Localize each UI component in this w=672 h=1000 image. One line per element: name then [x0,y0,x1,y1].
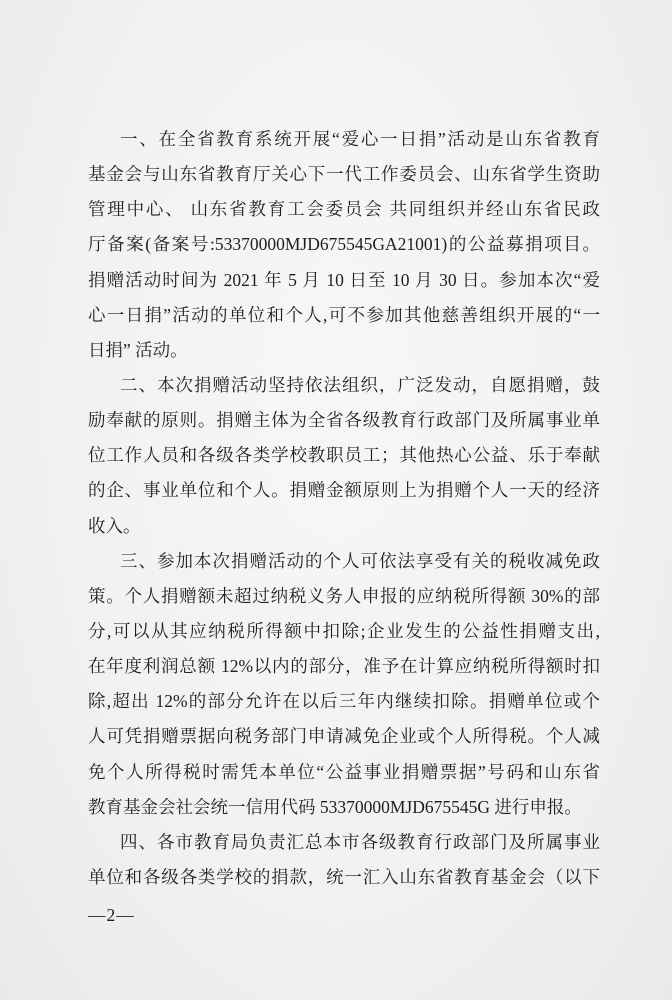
text-line: 三、参加本次捐赠活动的个人可依法享受有关的税收减免政 [120,550,600,571]
text-line: 厅备案(备案号:53370000MJD675545GA21001)的公益募捐项目。 [88,234,600,255]
text-line: 管理中心、 山东省教育工会委员会 共同组织并经山东省民政 [88,199,600,220]
paragraph-4 [88,825,600,895]
paragraph-1 [88,122,600,368]
text-line: 教育基金会社会统一信用代码 53370000MJD675545G 进行申报。 [88,796,582,817]
text-line: 捐赠活动时间为 2021 年 5 月 10 日至 10 月 30 日。参加本次“爱 [88,269,600,290]
text-line: 在年度利润总额 12%以内的部分，准予在计算应纳税所得额时扣 [88,656,600,677]
text-line: 一、在全省教育系统开展“爱心一日捐”活动是山东省教育 [120,129,600,149]
text-line: 策。个人捐赠额未超过纳税义务人申报的应纳税所得额 30%的部 [88,585,600,606]
text-line: 日捐” 活动。 [88,339,188,360]
paragraph-2 [88,368,600,544]
paragraph-3 [88,544,600,825]
text-line: 励奉献的原则。捐赠主体为全省各级教育行政部门及所属事业单 [88,410,600,431]
text-line: 二、本次捐赠活动坚持依法组织，广泛发动，自愿捐赠，鼓 [120,374,600,395]
text-line: 免个人所得税时需凭本单位“公益事业捐赠票据”号码和山东省 [88,761,600,782]
document-body [88,122,600,895]
text-line: 的企、事业单位和个人。捐赠金额原则上为捐赠个人一天的经济 [88,480,600,501]
text-line: 四、各市教育局负责汇总本市各级教育行政部门及所属事业 [120,831,600,852]
text-line: 心一日捐”活动的单位和个人,可不参加其他慈善组织开展的“一 [88,304,600,325]
text-line: 人可凭捐赠票据向税务部门申请减免企业或个人所得税。个人减 [88,726,600,747]
text-line: 基金会与山东省教育厅关心下一代工作委员会、山东省学生资助 [88,164,600,185]
text-line: 位工作人员和各级各类学校教职员工；其他热心公益、乐于奉献 [88,445,600,466]
text-line: 单位和各级各类学校的捐款，统一汇入山东省教育基金会（以下 [88,866,600,887]
text-line: 除,超出 12%的部分允许在以后三年内继续扣除。捐赠单位或个 [88,691,600,712]
text-line: 分,可以从其应纳税所得额中扣除;企业发生的公益性捐赠支出, [88,620,600,641]
text-line: 收入。 [88,515,141,536]
page-number: —2— [88,905,135,925]
